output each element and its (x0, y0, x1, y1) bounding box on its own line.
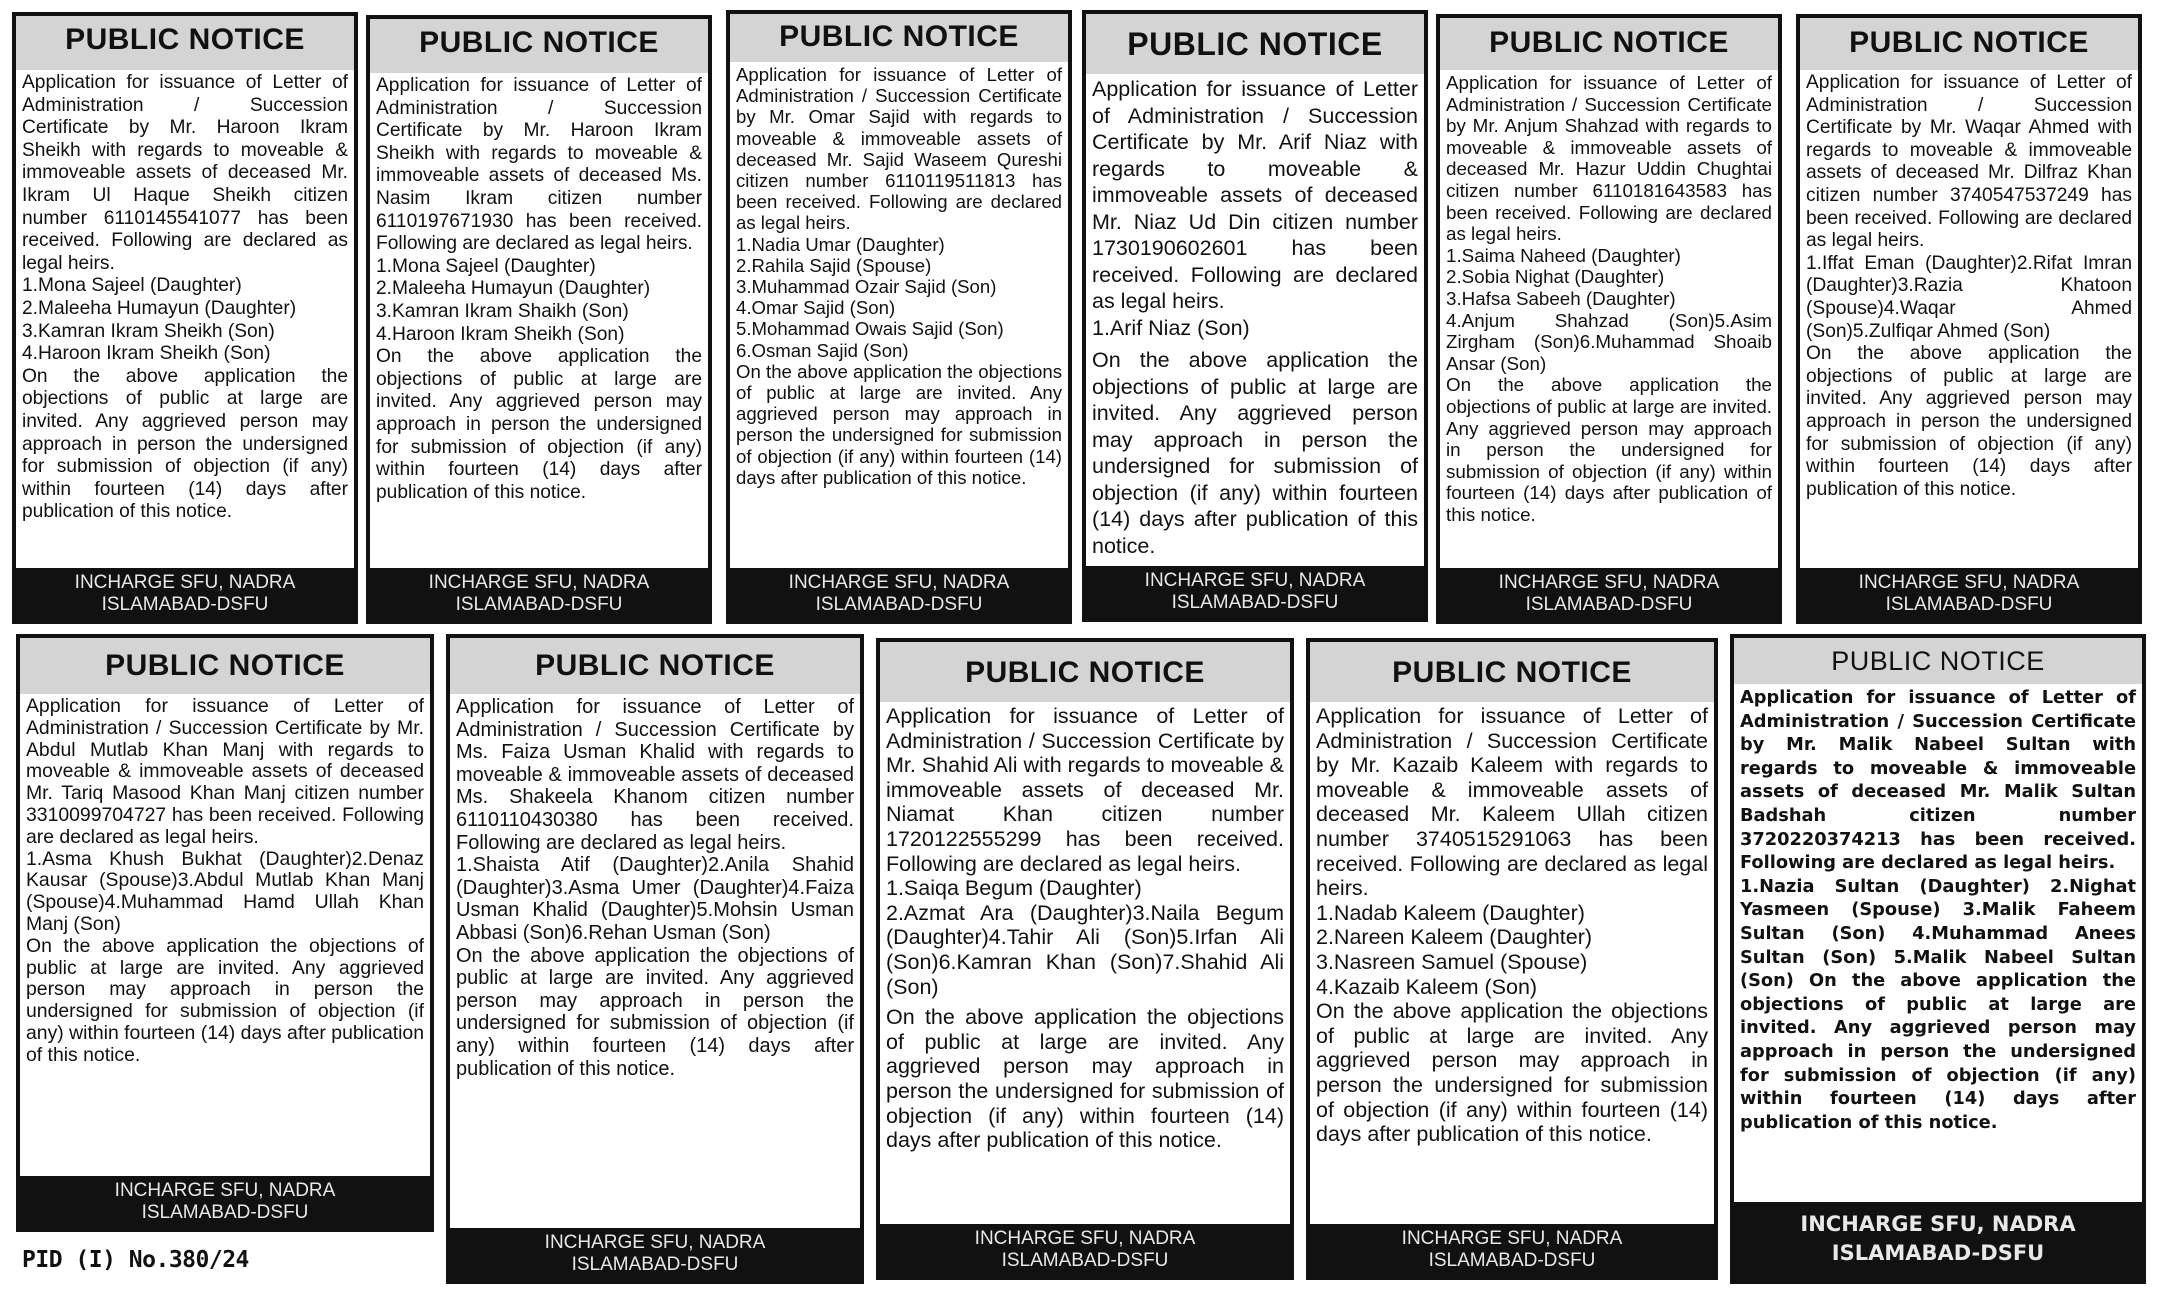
notice-footer (1734, 1202, 2142, 1280)
footer-office: INCHARGE SFU, NADRA (1401, 1228, 1623, 1249)
notice-body (20, 694, 430, 1176)
notice-body (1086, 74, 1424, 566)
footer-location: ISLAMABAD-DSFU (1525, 594, 1693, 615)
heir-item: 1.Mona Sajeel (Daughter) (376, 255, 596, 277)
heir-item: 2.Rahila Sajid (Spouse) (736, 254, 932, 276)
heir-item: 2.Maleeha Humayun (Daughter) (22, 297, 297, 319)
notice-footer (450, 1228, 860, 1280)
public-notice-4 (1082, 10, 1428, 622)
public-notice-9 (876, 638, 1294, 1280)
heir-item: 1.Nadia Umar (Daughter) (736, 233, 945, 255)
footer-location: ISLAMABAD-DSFU (101, 594, 269, 615)
notice-closing: On the above application the objections of public at large are invited. Any aggrieved person may approach in person the undersigned for submission of objection (if any) within fourteen (14) days after publication of this notice. (1092, 348, 1418, 558)
heir-item: 1.Arif Niaz (Son) (1092, 315, 1250, 340)
footer-location: ISLAMABAD-DSFU (1428, 1250, 1596, 1271)
heir-item: 5.Mohammad Owais Sajid (Son) (736, 318, 1004, 340)
notice-body (450, 694, 860, 1228)
notice-closing: On the above application the objections of public at large are invited. Any aggrieved person may approach in person the undersigned for submission of objection (if any) within fourteen (14) days after publication of this notice. (1806, 343, 2132, 500)
notice-footer (370, 568, 708, 620)
notice-body (370, 73, 708, 568)
notice-closing: On the above application the objections of public at large are invited. Any aggrieved person may approach in person the undersigned for submission of objection (if any) within fourteen (14) days after publication of this notice. (376, 346, 702, 503)
heir-item: 1.Shaista Atif (Daughter)2.Anila Shahid (Daughter)3.Asma Umer (Daughter)4.Faiza Usman Khalid (Daughter)5.Mohsin Usman Abbasi (Son)6.Rehan Usman (Son) (456, 854, 854, 944)
footer-office: INCHARGE SFU, NADRA (1498, 572, 1720, 593)
notice-intro: Application for issuance of Letter of Administration / Succession Certificate by Mr. Abdul Mutlab Khan Manj with regards to moveable & immoveable assets of deceased Mr. Tariq Masood Khan Manj citizen number 3310099704727 has been received. Following are declared as legal heirs. (26, 695, 424, 848)
heir-item: 1.Mona Sajeel (Daughter) (22, 275, 242, 297)
footer-office: INCHARGE SFU, NADRA (788, 572, 1010, 593)
footer-location: ISLAMABAD-DSFU (455, 594, 623, 615)
notice-closing: On the above application the objections of public at large are invited. Any aggrieved person may approach in person the undersigned for submission of objection (if any) within fourteen (14) days after publication of this notice. (22, 365, 348, 523)
notice-intro: Application for issuance of Letter of Administration / Succession Certificate by Mr. Waqar Ahmed with regards to moveable & immoveable assets of deceased Mr. Dilfraz Khan citizen number 3740547537249 has been received. Following are declared as legal heirs. (1806, 72, 2132, 252)
heir-item: 4.Omar Sajid (Son) (736, 297, 896, 319)
public-notice-10 (1306, 638, 1718, 1280)
footer-office: INCHARGE SFU, NADRA (1144, 570, 1366, 591)
heir-item: 4.Haroon Ikram Sheikh (Son) (376, 323, 625, 345)
notice-footer (16, 568, 354, 620)
footer-office: INCHARGE SFU, NADRA (1858, 572, 2080, 593)
public-notice-11 (1730, 634, 2146, 1284)
footer-office: INCHARGE SFU, NADRA (544, 1232, 766, 1253)
heir-item: 2.Maleeha Humayun (Daughter) (376, 278, 651, 300)
heir-item: 2.Nareen Kaleem (Daughter) (1316, 925, 1593, 950)
footer-location: ISLAMABAD-DSFU (815, 594, 983, 615)
notice-footer (880, 1224, 1290, 1276)
footer-location: ISLAMABAD-DSFU (1831, 1241, 2045, 1265)
notice-body (16, 70, 354, 568)
footer-office: INCHARGE SFU, NADRA (428, 572, 650, 593)
footer-office: INCHARGE SFU, NADRA (974, 1228, 1196, 1249)
notice-body (1440, 70, 1778, 568)
public-notice-1 (12, 12, 358, 624)
heir-item: 1.Nadab Kaleem (Daughter) (1316, 900, 1585, 925)
public-notice-2 (366, 15, 712, 624)
notice-intro: Application for issuance of Letter of Administration / Succession Certificate by Mr. Haroon Ikram Sheikh with regards to moveable & immoveable assets of deceased Mr. Ikram Ul Haque Sheikh citizen number 6110145541077 has been received. Following are declared as legal heirs. (22, 72, 348, 274)
heir-item: 2.Azmat Ara (Daughter)3.Naila Begum (Daughter)4.Tahir Ali (Son)5.Irfan Ali (Son)6.Kamran Khan (Son)7.Shahid Ali (Son) (886, 900, 1284, 999)
notice-closing: On the above application the objections of public at large are invited. Any aggrieved person may approach in person the undersigned for submission of objection (if any) within fourteen (14) days after publication of this notice. (456, 944, 854, 1080)
notice-body (1310, 702, 1714, 1224)
footer-office: INCHARGE SFU, NADRA (1800, 1212, 2076, 1236)
heir-item: 4.Haroon Ikram Sheikh (Son) (22, 343, 271, 365)
heir-item: 4.Anjum Shahzad (Son)5.Asim Zirgham (Son)6.Muhammad Shoaib Ansar (Son) (1446, 309, 1772, 374)
notice-intro: Application for issuance of Letter of Administration / Succession Certificate by Mr. Omar Sajid with regards to moveable & immoveable assets of deceased Mr. Sajid Waseem Qureshi citizen number 6110119511813 has been received. Following are declared as legal heirs. (736, 64, 1062, 234)
notice-intro: Application for issuance of Letter of Administration / Succession Certificate by Mr. Haroon Ikram Sheikh with regards to moveable & immoveable assets of deceased Ms. Nasim Ikram citizen number 6110197671930 has been received. Following are declared as legal heirs. (376, 75, 702, 255)
notice-body (880, 702, 1290, 1224)
notice-title: PUBLIC NOTICE (20, 638, 430, 694)
notice-closing: On the above application the objections of public at large are invited. Any aggrieved person may approach in person the undersigned for submission of objection (if any) within fourteen (14) days after publication of this notice. (1316, 999, 1708, 1147)
heir-item: 4.Kazaib Kaleem (Son) (1316, 974, 1538, 999)
notice-closing: On the above application the objections of public at large are invited. Any aggrieved person may approach in person the undersigned for submission of objection (if any) within fourteen (14) days after publication of this notice. (26, 934, 424, 1066)
notice-body (1800, 70, 2138, 568)
heir-item: 1.Saima Naheed (Daughter) (1446, 244, 1681, 266)
notice-title: PUBLIC NOTICE (880, 642, 1290, 702)
footer-location: ISLAMABAD-DSFU (1001, 1250, 1169, 1271)
footer-location: ISLAMABAD-DSFU (571, 1254, 739, 1275)
notice-title: PUBLIC NOTICE (730, 14, 1068, 62)
notice-body (730, 62, 1068, 568)
notice-footer (20, 1176, 430, 1228)
heir-item: 6.Osman Sajid (Son) (736, 339, 909, 361)
footer-location: ISLAMABAD-DSFU (1885, 594, 2053, 615)
heir-item: 1.Nazia Sultan (Daughter) 2.Nighat Yasmeen (Spouse) 3.Malik Faheem Sultan (Son) 4.Muhammad Anees Sultan (Son) 5.Malik Nabeel Sultan (Son) On the above application the objections of public at large are invited. Any aggrieved person may approach in person the undersigned for submission of objection (if any) within fourteen (14) days after publication of this notice. (1740, 875, 2136, 1133)
heir-item: 3.Kamran Ikram Shaikh (Son) (376, 300, 629, 322)
notice-closing: On the above application the objections of public at large are invited. Any aggrieved person may approach in person the undersigned for submission of objection (if any) within fourteen (14) days after publication of this notice. (736, 360, 1062, 488)
notice-body (1734, 684, 2142, 1202)
notice-title: PUBLIC NOTICE (1440, 18, 1778, 70)
notice-footer (1440, 568, 1778, 620)
heir-item: 3.Kamran Ikram Sheikh (Son) (22, 320, 275, 342)
notice-footer (1800, 568, 2138, 620)
notice-closing: On the above application the objections of public at large are invited. Any aggrieved person may approach in person the undersigned for submission of objection (if any) within fourteen (14) days after publication of this notice. (1446, 374, 1772, 525)
notice-intro: Application for issuance of Letter of Administration / Succession Certificate by Mr. Shahid Ali with regards to moveable & immoveable assets of deceased Mr. Niamat Khan citizen number 1720122555299 has been received. Following are declared as legal heirs. (886, 704, 1284, 876)
notice-title: PUBLIC NOTICE (1086, 14, 1424, 74)
notice-intro: Application for issuance of Letter of Administration / Succession Certificate by Ms. Faiza Usman Khalid with regards to moveable & immoveable assets of deceased Ms. Shakeela Khanom citizen number 6110110430380 has been received. Following are declared as legal heirs. (456, 696, 854, 854)
footer-office: INCHARGE SFU, NADRA (114, 1180, 336, 1201)
notice-footer (730, 568, 1068, 620)
heir-item: 1.Asma Khush Bukhat (Daughter)2.Denaz Kausar (Spouse)3.Abdul Mutlab Khan Manj (Spouse)4.Muhammad Hamd Ullah Khan Manj (Son) (26, 847, 424, 935)
pid-reference: PID (I) No.380/24 (22, 1247, 249, 1273)
notice-title: PUBLIC NOTICE (450, 638, 860, 694)
public-notice-7 (16, 634, 434, 1232)
notice-title: PUBLIC NOTICE (1310, 642, 1714, 702)
notice-closing: On the above application the objections of public at large are invited. Any aggrieved person may approach in person the undersigned for submission of objection (if any) within fourteen (14) days after publication of this notice. (886, 1005, 1284, 1153)
heir-item: 3.Hafsa Sabeeh (Daughter) (1446, 287, 1676, 309)
footer-location: ISLAMABAD-DSFU (1171, 592, 1339, 613)
notice-intro: Application for issuance of Letter of Administration / Succession Certificate by Mr. Malik Nabeel Sultan with regards to moveable & immoveable assets of deceased Mr. Malik Sultan Badshah citizen number 3720220374213 has been received. Following are declared as legal heirs. (1740, 687, 2136, 874)
public-notice-6 (1796, 14, 2142, 624)
notice-intro: Application for issuance of Letter of Administration / Succession Certificate by Mr. Anjum Shahzad with regards to moveable & immoveable assets of deceased Mr. Hazur Uddin Chughtai citizen number 6110181643583 has been received. Following are declared as legal heirs. (1446, 72, 1772, 245)
notice-footer (1086, 566, 1424, 618)
footer-office: INCHARGE SFU, NADRA (74, 572, 296, 593)
notice-intro: Application for issuance of Letter of Administration / Succession Certificate by Mr. Kazaib Kaleem with regards to moveable & immoveable assets of deceased Mr. Kaleem Ullah citizen number 3740515291063 has been received. Following are declared as legal heirs. (1316, 704, 1708, 901)
public-notice-3 (726, 10, 1072, 624)
footer-location: ISLAMABAD-DSFU (141, 1202, 309, 1223)
notice-title: PUBLIC NOTICE (1734, 638, 2142, 684)
heir-item: 1.Iffat Eman (Daughter)2.Rifat Imran (Daughter)3.Razia Khatoon (Spouse)4.Waqar Ahmed (Son)5.Zulfiqar Ahmed (Son) (1806, 252, 2132, 342)
notice-title: PUBLIC NOTICE (1800, 18, 2138, 70)
notice-title: PUBLIC NOTICE (370, 19, 708, 73)
public-notice-5 (1436, 14, 1782, 624)
notice-title: PUBLIC NOTICE (16, 16, 354, 70)
public-notice-8 (446, 634, 864, 1284)
heir-item: 3.Muhammad Ozair Sajid (Son) (736, 276, 997, 298)
heir-item: 3.Nasreen Samuel (Spouse) (1316, 949, 1588, 974)
heir-item: 2.Sobia Nighat (Daughter) (1446, 266, 1665, 288)
notice-footer (1310, 1224, 1714, 1276)
notice-intro: Application for issuance of Letter of Administration / Succession Certificate by Mr. Arif Niaz with regards to moveable & immoveable assets of deceased Mr. Niaz Ud Din citizen number 1730190602601 has been received. Following are declared as legal heirs. (1092, 77, 1418, 313)
heir-item: 1.Saiqa Begum (Daughter) (886, 876, 1142, 901)
